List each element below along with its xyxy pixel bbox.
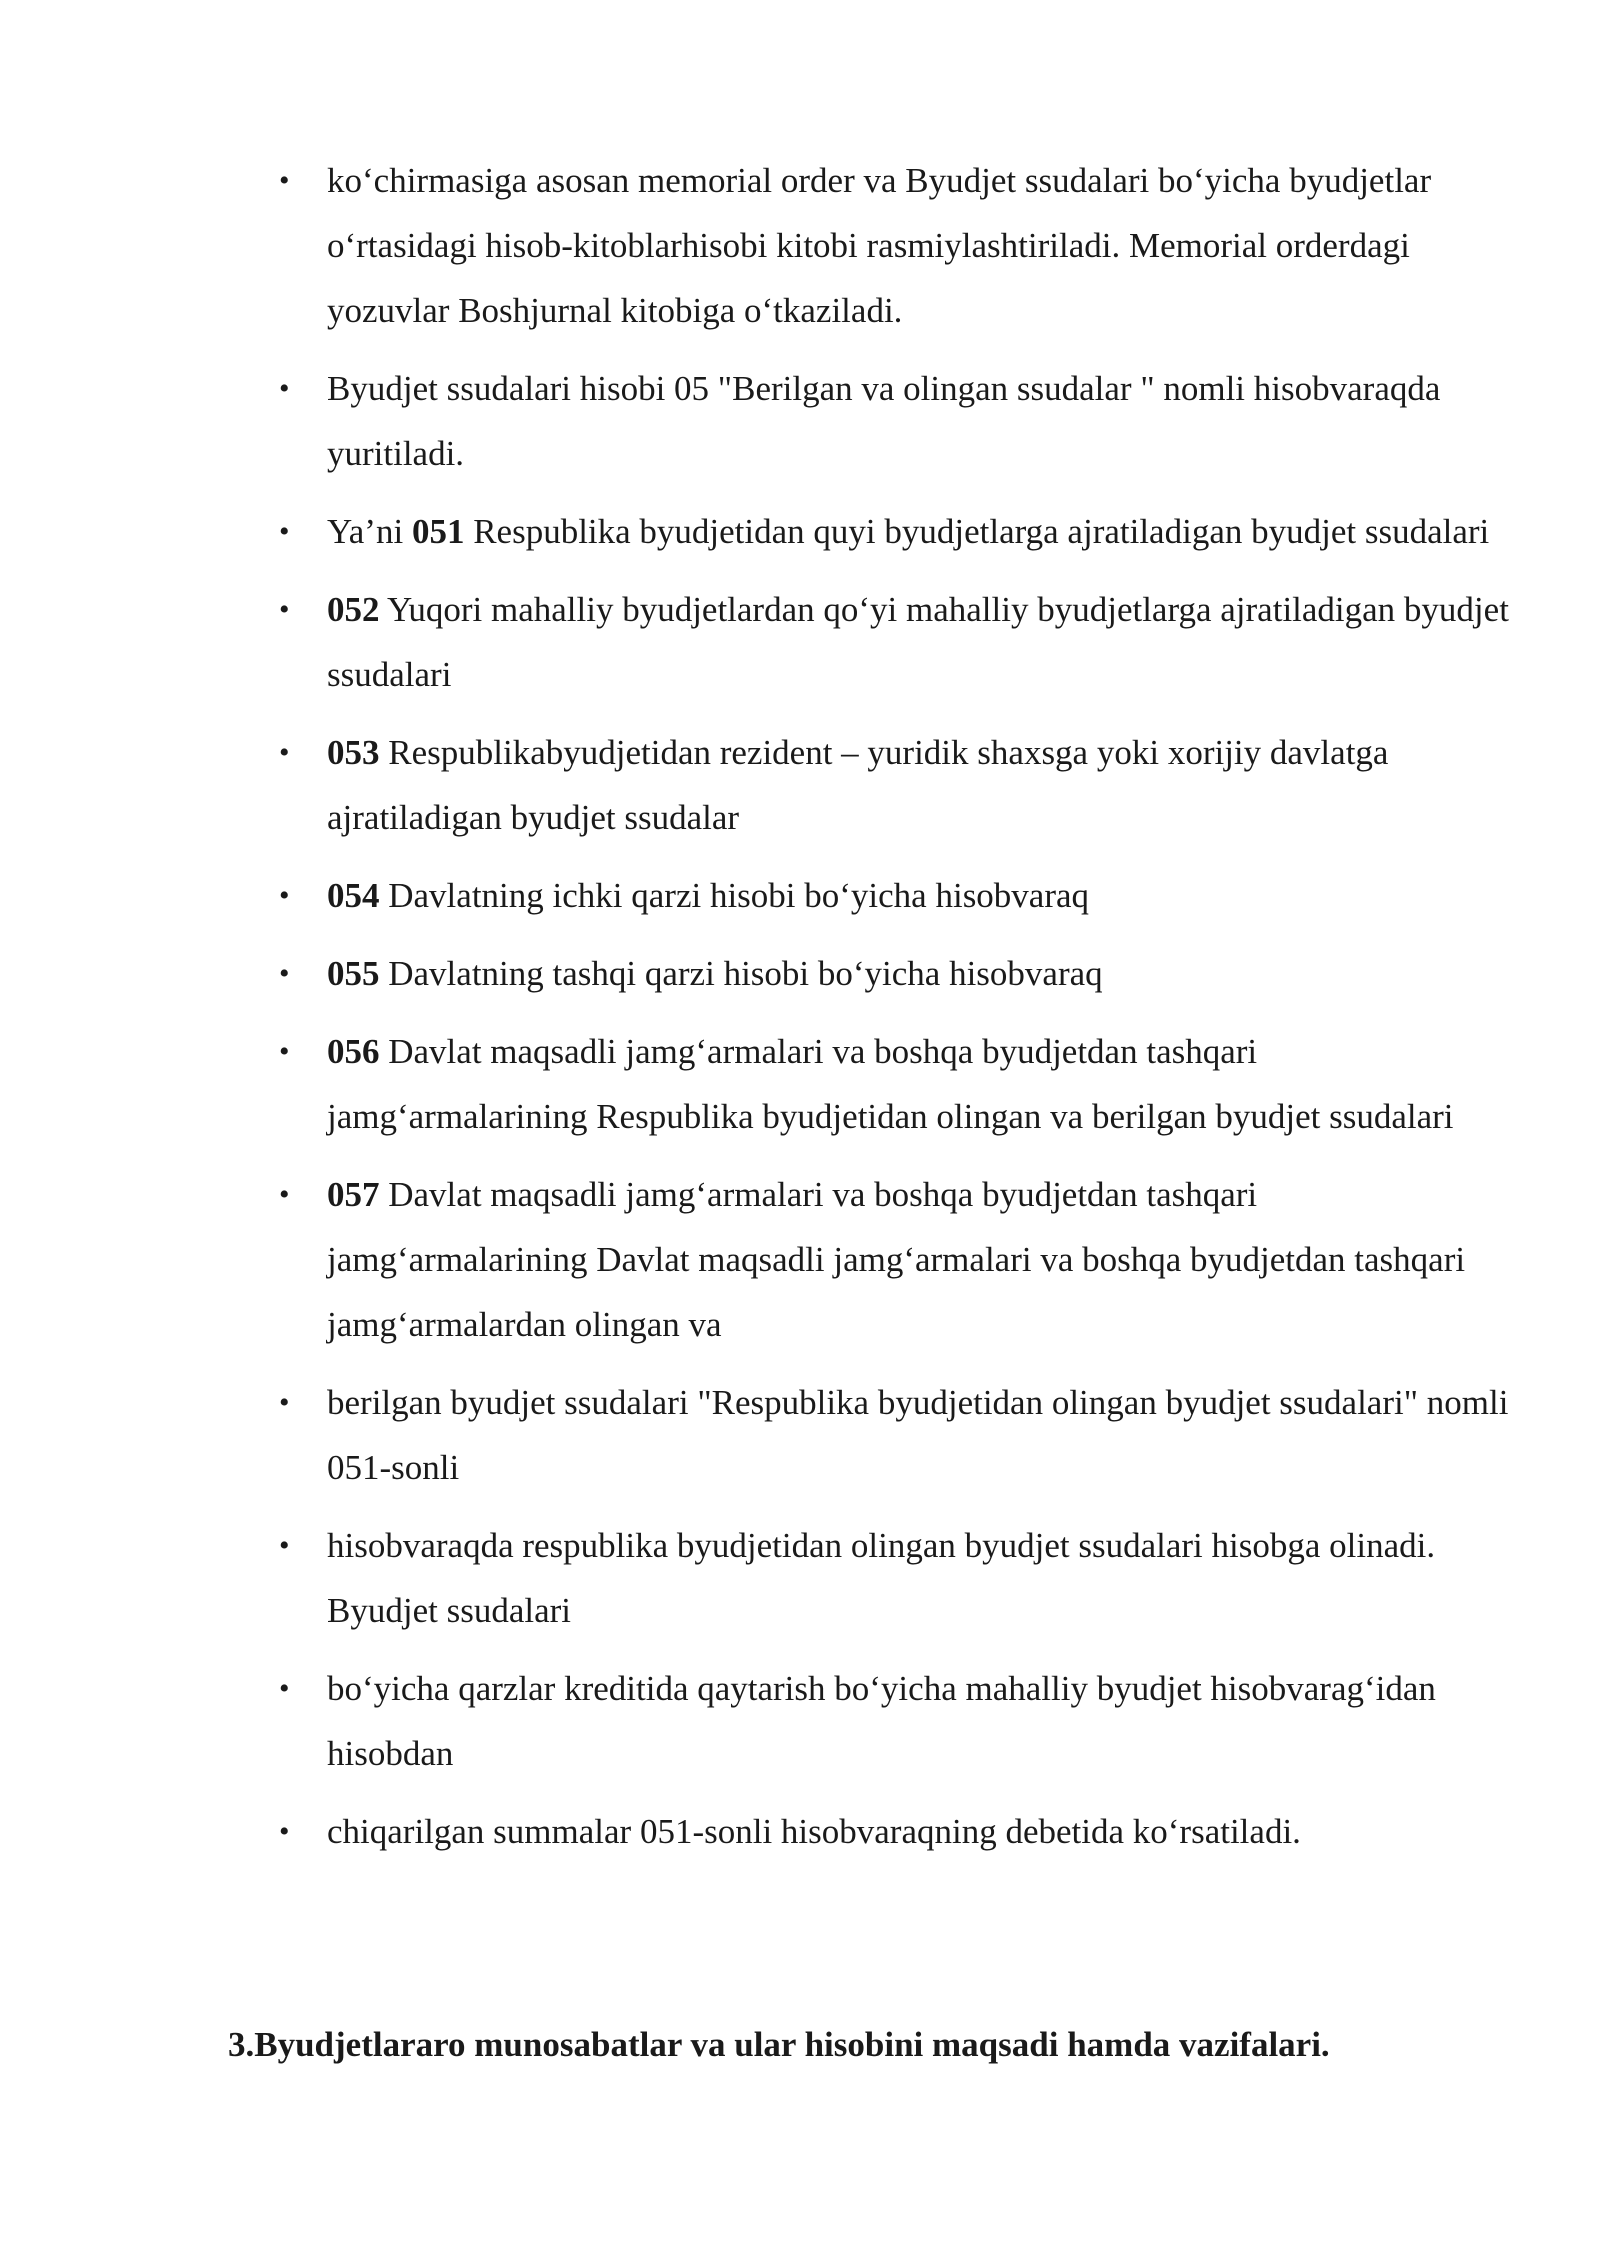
bullet-icon: • [279,372,290,405]
list-item [270,1370,1510,1500]
account-code: 053 [327,733,380,772]
item-prefix: Ya’ni [327,512,412,551]
account-code: 055 [327,954,380,993]
bullet-icon: • [279,1529,290,1562]
item-text: Davlat maqsadli jamg‘armalari va boshqa byudjetdan tashqari jamg‘armalarining Respublika byudjetidan olingan va berilgan byudjet ssudalari [327,1032,1454,1136]
account-code: 054 [327,876,380,915]
list-item [270,577,1510,707]
account-code: 056 [327,1032,380,1071]
list-item [270,148,1510,343]
list-item [270,499,1510,564]
bullet-icon: • [279,1178,290,1211]
bullet-icon: • [279,1035,290,1068]
item-text: Respublikabyudjetidan rezident – yuridik shaxsga yoki xorijiy davlatga ajratiladigan byudjet ssudalar [327,733,1389,837]
account-code: 051 [411,512,465,551]
bullet-list [270,148,1510,1877]
bullet-icon: • [279,736,290,769]
item-text: chiqarilgan summalar 051-sonli hisobvaraqning debetida ko‘rsatiladi. [327,1812,1301,1851]
list-item [270,1799,1510,1864]
item-text: bo‘yicha qarzlar kreditida qaytarish bo‘yicha mahalliy byudjet hisobvarag‘idan hisobdan [327,1669,1436,1773]
item-text: Davlatning ichki qarzi hisobi bo‘yicha hisobvaraq [379,876,1090,915]
bullet-icon: • [279,515,290,548]
item-text: Byudjet ssudalari hisobi 05 "Berilgan va olingan ssudalar " nomli hisobvaraqda yuritiladi. [327,369,1441,473]
account-code: 057 [327,1175,380,1214]
bullet-icon: • [279,1386,290,1419]
list-item [270,1162,1510,1357]
bullet-icon: • [279,1815,290,1848]
list-item [270,1019,1510,1149]
item-text: Respublika byudjetidan quyi byudjetlarga ajratiladigan byudjet ssudalari [464,512,1490,551]
list-item [270,863,1510,928]
bullet-icon: • [279,879,290,912]
bullet-icon: • [279,593,290,626]
bullet-icon: • [279,957,290,990]
section-heading: 3.Byudjetlararo munosabatlar va ular hisobini maqsadi hamda vazifalari. [228,2025,1330,2064]
item-text: Davlatning tashqi qarzi hisobi bo‘yicha hisobvaraq [379,954,1103,993]
list-item [270,356,1510,486]
item-text: ko‘chirmasiga asosan memorial order va Byudjet ssudalari bo‘yicha byudjetlar o‘rtasidagi hisob-kitoblarhisobi kitobi rasmiylashtiriladi. Memorial orderdagi yozuvlar Boshjurnal kitobiga o‘tkaziladi. [327,161,1432,330]
list-item [270,1656,1510,1786]
item-text: Yuqori mahalliy byudjetlardan qo‘yi mahalliy byudjetlarga ajratiladigan byudjet ssudalari [327,590,1509,694]
bullet-icon: • [279,1672,290,1705]
item-text: hisobvaraqda respublika byudjetidan olingan byudjet ssudalari hisobga olinadi. Byudjet ssudalari [327,1526,1436,1630]
list-item [270,720,1510,850]
account-code: 052 [327,590,380,629]
bullet-icon: • [279,164,290,197]
item-text: Davlat maqsadli jamg‘armalari va boshqa byudjetdan tashqari jamg‘armalarining Davlat maqsadli jamg‘armalari va boshqa byudjetdan tashqari jamg‘armalardan olingan va [327,1175,1466,1344]
item-text: berilgan byudjet ssudalari "Respublika byudjetidan olingan byudjet ssudalari" nomli 051-sonli [327,1383,1509,1487]
list-item [270,1513,1510,1643]
list-item [270,941,1510,1006]
